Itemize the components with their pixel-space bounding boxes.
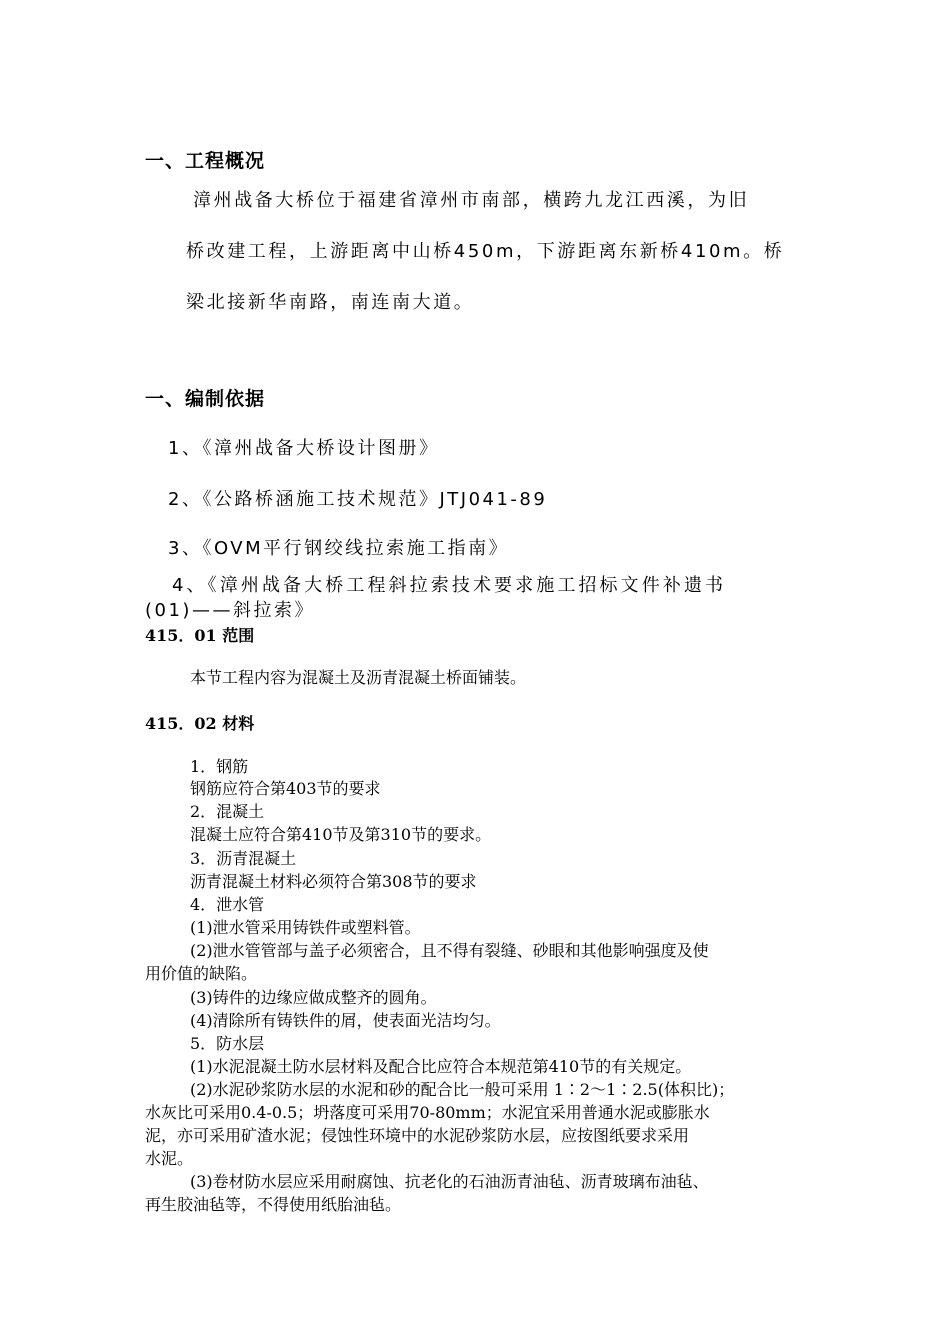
overview-line-3: 梁北接新华南路，南连南大道。 [186, 292, 475, 313]
reference-item-1: 1、《漳州战备大桥设计图册》 [168, 438, 440, 459]
material-line: 水泥。 [145, 1149, 194, 1168]
reference-item-3: 3、《OVM平行钢绞线拉索施工指南》 [168, 538, 510, 559]
material-line: 再生胶油毡等，不得使用纸胎油毡。 [145, 1195, 402, 1214]
overview-line-2: 桥改建工程，上游距离中山桥450m，下游距离东新桥410m。桥 [186, 241, 785, 262]
material-item-title: 4．泄水管 [190, 895, 265, 914]
overview-line-1: 漳州战备大桥位于福建省漳州市南部，横跨九龙江西溪，为旧 [193, 190, 750, 211]
material-line: (3)卷材防水层应采用耐腐蚀、抗老化的石油沥青油毡、沥青玻璃布油毡、 [190, 1172, 709, 1191]
material-item-title: 1．钢筋 [190, 757, 249, 776]
section-heading-basis: 一、编制依据 [145, 388, 266, 410]
section-heading-overview: 一、工程概况 [145, 150, 266, 172]
material-line: 泥，亦可采用矿渣水泥；侵蚀性环境中的水泥砂浆防水层，应按图纸要求采用 [145, 1126, 690, 1145]
spec-scope-text: 本节工程内容为混凝土及沥青混凝土桥面铺装。 [190, 668, 527, 687]
reference-item-4: 4、《漳州战备大桥工程斜拉索技术要求施工招标文件补遗书 [172, 575, 727, 596]
material-line: 用价值的缺陷。 [145, 964, 258, 983]
material-item-title: 2．混凝土 [190, 802, 265, 821]
reference-item-4-continued: (01)——斜拉索》 [145, 600, 315, 621]
material-line: 水灰比可采用0.4-0.5；坍落度可采用70-80mm；水泥宜采用普通水泥或膨胀水 [145, 1103, 710, 1122]
reference-item-2: 2、《公路桥涵施工技术规范》JTJ041-89 [168, 489, 548, 510]
material-line: 混凝土应符合第410节及第310节的要求。 [190, 825, 492, 844]
material-line: (3)铸件的边缘应做成整齐的圆角。 [190, 988, 437, 1007]
material-item-title: 3．沥青混凝土 [190, 849, 297, 868]
material-line: (1)水泥混凝土防水层材料及配合比应符合本规范第410节的有关规定。 [190, 1057, 692, 1076]
material-line: (4)清除所有铸铁件的屑，使表面光洁均匀。 [190, 1011, 501, 1030]
material-item-title: 5．防水层 [190, 1034, 265, 1053]
material-line: (2)泄水管管部与盖子必须密合，且不得有裂缝、砂眼和其他影响强度及使 [190, 941, 709, 960]
material-line: 钢筋应符合第403节的要求 [190, 779, 381, 798]
spec-heading-materials: 415．02 材料 [145, 714, 255, 733]
spec-heading-scope: 415．01 范围 [145, 626, 255, 645]
material-line: (2)水泥砂浆防水层的水泥和砂的配合比一般可采用 1∶2～1∶2.5(体积比)； [190, 1080, 735, 1099]
material-line: 沥青混凝土材料必须符合第308节的要求 [190, 872, 477, 891]
material-line: (1)泄水管采用铸铁件或塑料管。 [190, 918, 421, 937]
